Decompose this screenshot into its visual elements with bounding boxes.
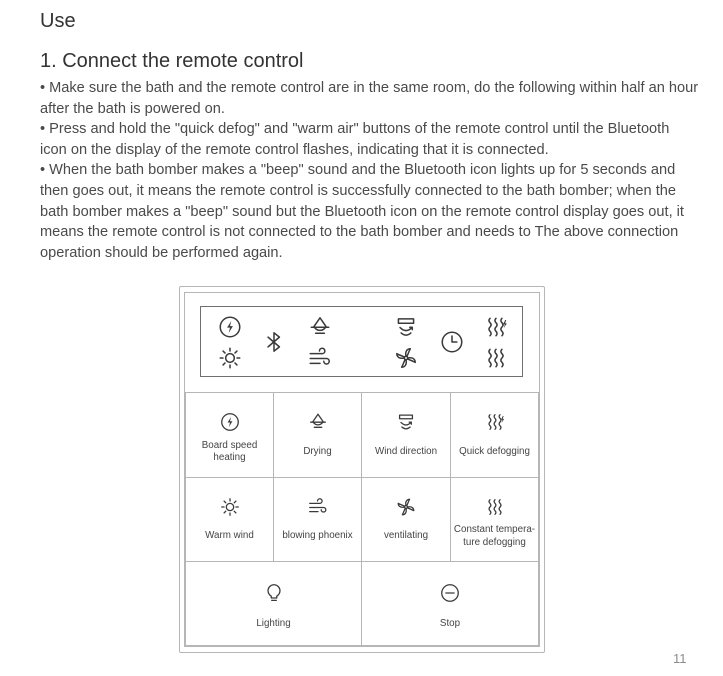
lighting-button[interactable]: Lighting [185, 561, 362, 646]
heat-waves-icon [483, 345, 509, 371]
drying-button[interactable]: Drying [273, 392, 362, 478]
remote-display [200, 306, 523, 377]
defog-icon [483, 314, 509, 340]
bluetooth-icon [261, 329, 287, 355]
stop-icon [439, 582, 461, 604]
drying-icon [307, 314, 333, 340]
remote-button-grid [185, 392, 539, 646]
wind-direction-icon [395, 411, 417, 433]
fan-icon [395, 496, 417, 518]
bolt-circle-icon [219, 411, 241, 433]
wind-icon [307, 345, 333, 371]
drying-icon [307, 411, 329, 433]
page-number: 11 [673, 651, 687, 666]
constant-temperature-defogging-button[interactable]: Constant tempera- ture defogging [450, 477, 539, 562]
instruction-item: • Make sure the bath and the remote control are in the same room, do the following within half an hour after the bath is powered on. [40, 80, 699, 117]
section-title: Use [40, 10, 76, 32]
sun-icon [217, 345, 243, 371]
wind-direction-button[interactable]: Wind direction [361, 392, 451, 478]
sun-icon [219, 496, 241, 518]
heat-waves-icon [484, 496, 506, 518]
instruction-item: • Press and hold the "quick defog" and "warm air" buttons of the remote control until the Bluetooth icon on the display of the remote control flashes, indicating that it is connected. [40, 121, 670, 158]
bolt-circle-icon [217, 314, 243, 340]
ventilating-button[interactable]: ventilating [361, 477, 451, 562]
defog-icon [484, 411, 506, 433]
wind-icon [307, 496, 329, 518]
wind-direction-icon [393, 314, 419, 340]
board-speed-heating-button[interactable]: Board speed heating [185, 392, 274, 478]
blowing-phoenix-button[interactable]: blowing phoenix [273, 477, 362, 562]
quick-defogging-button[interactable]: Quick defogging [450, 392, 539, 478]
fan-icon [393, 345, 419, 371]
page-heading: 1. Connect the remote control [40, 50, 304, 72]
warm-wind-button[interactable]: Warm wind [185, 477, 274, 562]
instruction-list [40, 78, 700, 263]
stop-button[interactable]: Stop [361, 561, 539, 646]
clock-icon [439, 329, 465, 355]
bulb-icon [263, 582, 285, 604]
instruction-item: • When the bath bomber makes a "beep" sound and the Bluetooth icon lights up for 5 seconds and then goes out, it means the remote control is successfully connected to the bath bomber; when the bath bomber makes a "beep" sound but the Bluetooth icon on the remote control display goes out, it means the remote control is not connected to the bath bomber and needs to The above connection operation should be performed again. [40, 162, 684, 261]
